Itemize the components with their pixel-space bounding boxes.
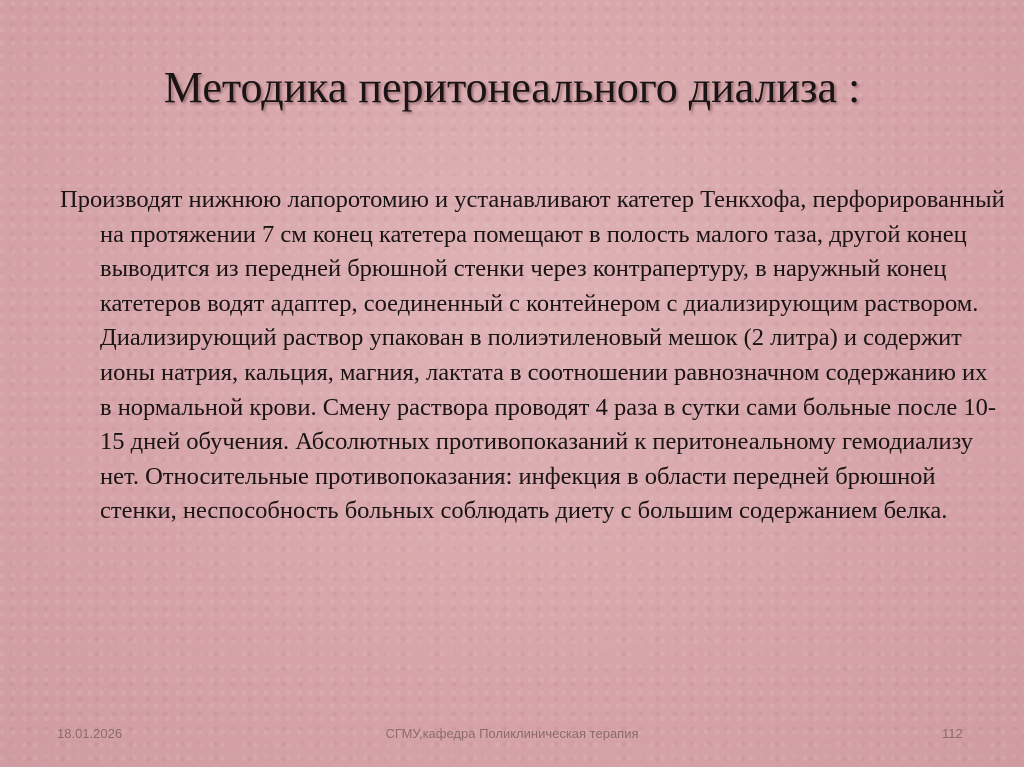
footer-date: 18.01.2026 [57, 726, 123, 741]
footer-page-number: 112 [942, 726, 963, 741]
footer-organization: СГМУ,кафедра Поликлиническая терапия [385, 726, 639, 741]
slide-title: Методика перитонеального диализа : [163, 63, 861, 112]
slide-body-text: Производят нижнюю лапоротомию и устанавливают катетер Тенкхофа, перфорированный на протяжении 7 см конец катетера помещают в полость малого таза, другой конец выводится из передней брюшной стенки через контрапертуру, в наружный конец катетеров водят адаптер, соединенный с контейнером с диализирующим раствором. Диализирующий раствор упакован в полиэтиленовый мешок (2 литра) и содержит ионы натрия, кальция, магния, лактата в соотношении равнозначном содержанию их в нормальной крови. Смену раствора проводят 4 раза в сутки сами больные после 10-15 дней обучения. Абсолютных противопоказаний к перитонеальному гемодиализу нет. Относительные противопоказания: инфекция в области передней брюшной стенки, неспособность больных соблюдать диету с большим содержанием белка. [60, 186, 1005, 525]
